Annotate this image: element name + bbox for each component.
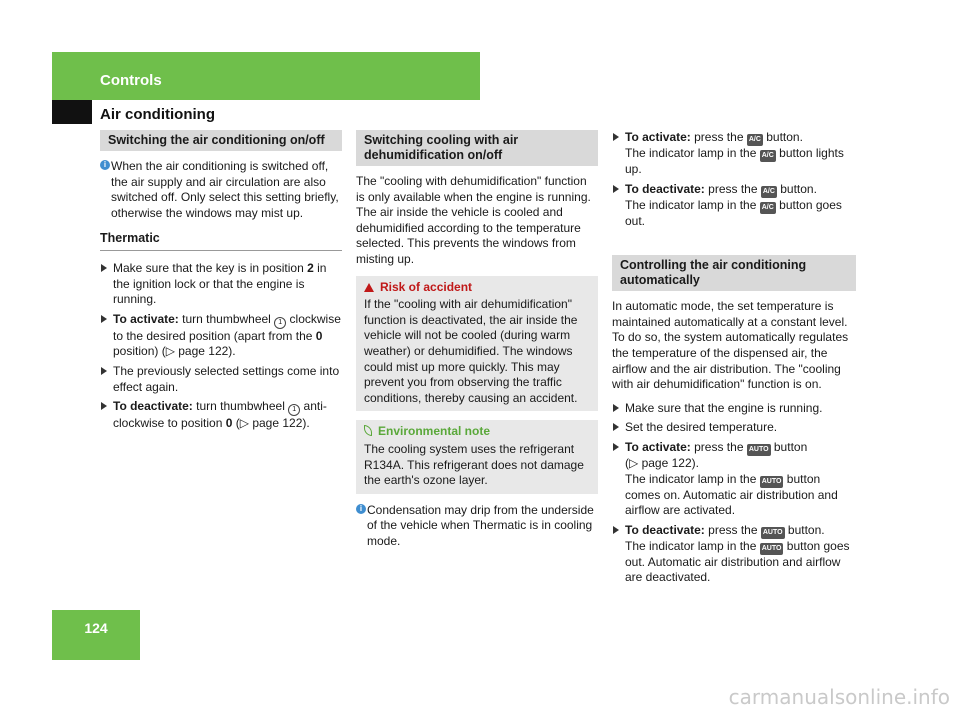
warning-box: Risk of accident If the "cooling with air dehumidification" function is deactivated, the air inside the vehicle will not be cooled (during warm weather) or dehumidified. The windows could mist up more quickly. This may prevent you from observing the traffic conditions, thereby causing an accident. (356, 276, 598, 412)
paragraph: In automatic mode, the set temperature is maintained automatically at a constant level. To do so, the system automatically regulates the temperature of the dispensed air, the airflow and the air distribution. The "cooling with air dehumidification" function is on. (612, 299, 849, 392)
environment-text: The cooling system uses the refrigerant R134A. This refrigerant does not damage the earth's ozone layer. (364, 441, 584, 488)
step: To activate: turn thumbwheel 1 clockwise to the desired position (apart from the 0 position) (▷ page 122). (100, 312, 342, 360)
column-2 (356, 130, 598, 555)
step: Make sure that the engine is running. (612, 401, 856, 417)
heading-marker (52, 100, 92, 124)
step-arrow-icon (101, 402, 107, 410)
thumbwheel-callout-icon: 1 (274, 317, 286, 329)
auto-button-icon: AUTO (760, 543, 784, 555)
step-arrow-icon (613, 423, 619, 431)
step-arrow-icon (613, 133, 619, 141)
step: To deactivate: press the A/C button. The indicator lamp in the A/C button goes out. (612, 182, 856, 230)
step-arrow-icon (613, 185, 619, 193)
info-icon: i (356, 504, 366, 514)
column-1 (100, 130, 342, 436)
info-note (100, 159, 342, 221)
page-ref-icon: ▷ (239, 416, 249, 431)
ac-button-icon: A/C (760, 202, 776, 214)
warning-icon (364, 283, 374, 292)
auto-button-icon: AUTO (761, 527, 785, 539)
step: To deactivate: press the AUTO button. The indicator lamp in the AUTO button goes out. Automatic air distribution and airflow are deactivated. (612, 523, 856, 586)
column-3 (612, 130, 856, 590)
note-text: Condensation may drip from the underside of the vehicle when Thermatic is in cooling mode. (367, 502, 594, 548)
page-number: 124 (84, 620, 108, 636)
step-arrow-icon (101, 315, 107, 323)
page-number-box (52, 610, 140, 660)
section-heading: Switching cooling with air dehumidification on/off (356, 130, 598, 166)
step: To deactivate: turn thumbwheel 1 anti-clockwise to position 0 (▷ page 122). (100, 399, 342, 432)
step-arrow-icon (101, 367, 107, 375)
ac-button-icon: A/C (747, 134, 763, 146)
thumbwheel-callout-icon: 1 (288, 404, 300, 416)
ac-button-icon: A/C (761, 186, 777, 198)
section-heading: Controlling the air conditioning automatically (612, 255, 856, 291)
warning-text: If the "cooling with air dehumidification" function is deactivated, the air inside the vehicle will not be cooled (during warm weather) or dehumidified. The windows could mist up more quickly. This may prevent you from observing the traffic conditions, thereby causing an accident. (364, 297, 578, 405)
step: Make sure that the key is in position 2 in the ignition lock or that the engine is running. (100, 261, 342, 308)
step-arrow-icon (101, 264, 107, 272)
info-note (356, 503, 598, 550)
step-arrow-icon (613, 404, 619, 412)
step-arrow-icon (613, 526, 619, 534)
page-ref-icon: ▷ (629, 455, 639, 470)
section-title: Controls (100, 72, 162, 89)
step: Set the desired temperature. (612, 420, 856, 436)
note-text: When the air conditioning is switched off, the air supply and air circulation are also switched off. Only select this setting briefly, otherwise the windows may mist up. (111, 159, 339, 220)
subheading: Thermatic (100, 231, 342, 251)
auto-button-icon: AUTO (760, 476, 784, 488)
watermark: carmanualsonline.info (728, 685, 950, 709)
step-arrow-icon (613, 443, 619, 451)
auto-button-icon: AUTO (747, 444, 771, 456)
page-ref-icon: ▷ (165, 344, 175, 359)
section-heading: Switching the air conditioning on/off (100, 130, 342, 151)
leaf-icon (364, 425, 372, 436)
ac-button-icon: A/C (760, 150, 776, 162)
step: To activate: press the AUTO button (▷ page 122). The indicator lamp in the AUTO button comes on. Automatic air distribution and airflow are activated. (612, 440, 856, 519)
step: The previously selected settings come into effect again. (100, 364, 342, 395)
environment-box: Environmental note The cooling system uses the refrigerant R134A. This refrigerant does not damage the earth's ozone layer. (356, 420, 598, 493)
step: To activate: press the A/C button. The indicator lamp in the A/C button lights up. (612, 130, 856, 178)
info-icon: i (100, 160, 110, 170)
paragraph: The "cooling with dehumidification" function is only available when the engine is running. The air inside the vehicle is cooled and dehumidified according to the temperature selected. This prevents the windows from misting up. (356, 174, 591, 266)
page-heading: Air conditioning (100, 106, 215, 123)
section-header-tab (52, 52, 480, 100)
